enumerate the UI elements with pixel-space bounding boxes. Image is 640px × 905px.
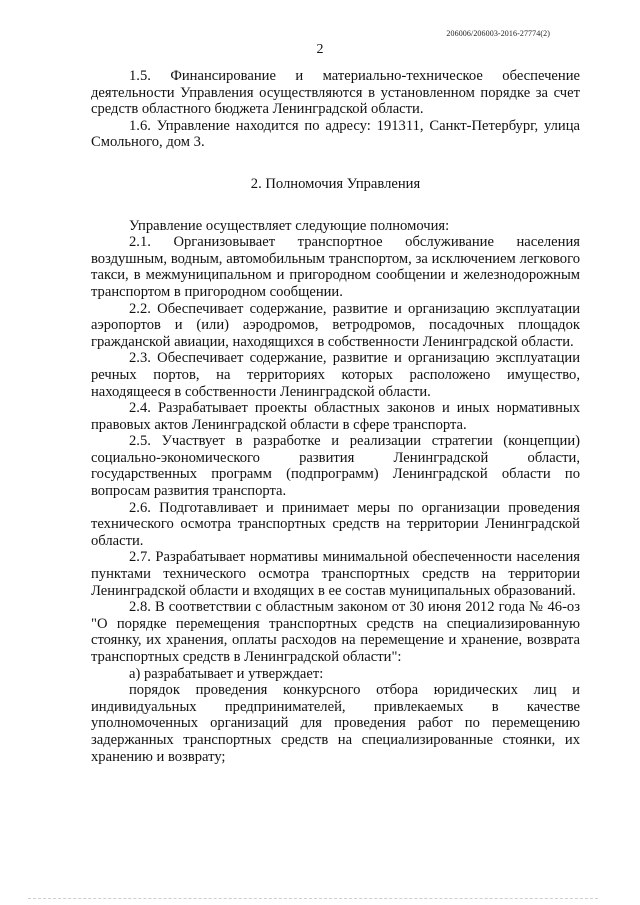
paragraph-2-3: 2.3. Обеспечивает содержание, развитие и организацию эксплуатации речных портов, на территориях которых расположено имущество, находящееся в собственности Ленинградской области. (91, 350, 580, 400)
paragraph-2-5: 2.5. Участвует в разработке и реализации стратегии (концепции) социально-экономического развития Ленинградской области, государственных программ (подпрограмм) Ленинградской области по вопросам развития транспорта. (91, 433, 580, 500)
section-intro: Управление осуществляет следующие полномочия: (129, 217, 450, 234)
paragraph-2-7: 2.7. Разрабатывает нормативы минимальной обеспеченности населения пунктами технического осмотра транспортных средств на территории Ленинградской области и входящих в ее состав муниципальных образований. (91, 549, 580, 599)
paragraph-1-5: 1.5. Финансирование и материально-техническое обеспечение деятельности Управления осуществляются в установленном порядке за счет средств областного бюджета Ленинградской области. (91, 68, 580, 118)
document-number: 206006/206003-2016-27774(2) (446, 29, 550, 38)
section-heading: 2. Полномочия Управления (250, 175, 421, 192)
paragraph-2-6: 2.6. Подготавливает и принимает меры по организации проведения технического осмотра транспортных средств на территории Ленинградской области. (91, 499, 580, 549)
paragraph-2-4: 2.4. Разрабатывает проекты областных законов и иных нормативных правовых актов Ленинградской области в сфере транспорта. (91, 400, 580, 433)
scan-edge-line (28, 898, 598, 899)
subitem-a-procedure: порядок проведения конкурсного отбора юридических лиц и индивидуальных предпринимателей, привлекаемых в качестве уполномоченных организаций для проведения работ по перемещению задержанных транспортных средств на специализированные стоянки, их хранению и возврату; (91, 682, 580, 765)
subitem-a: а) разрабатывает и утверждает: (129, 665, 324, 682)
paragraph-1-6: 1.6. Управление находится по адресу: 191311, Санкт-Петербург, улица Смольного, дом 3. (91, 117, 580, 151)
document-body (91, 68, 580, 765)
paragraph-2-8: 2.8. В соответствии с областным законом от 30 июня 2012 года № 46-оз "О порядке перемещения транспортных средств на специализированную стоянку, их хранения, оплаты расходов на перемещение и хранение, возврата транспортных средств в Ленинградской области": (91, 599, 580, 665)
page-number: 2 (316, 42, 324, 57)
paragraph-2-2: 2.2. Обеспечивает содержание, развитие и организацию эксплуатации аэропортов и (или) аэродромов, ветродромов, посадочных площадок гражданской авиации, находящихся в собственности Ленинградской области. (91, 300, 580, 350)
paragraph-2-1: 2.1. Организовывает транспортное обслуживание населения воздушным, водным, автомобильным транспортом, за исключением легкового такси, в межмуниципальном и пригородном сообщении и железнодорожным транспортом в пригородном сообщении. (91, 234, 580, 300)
